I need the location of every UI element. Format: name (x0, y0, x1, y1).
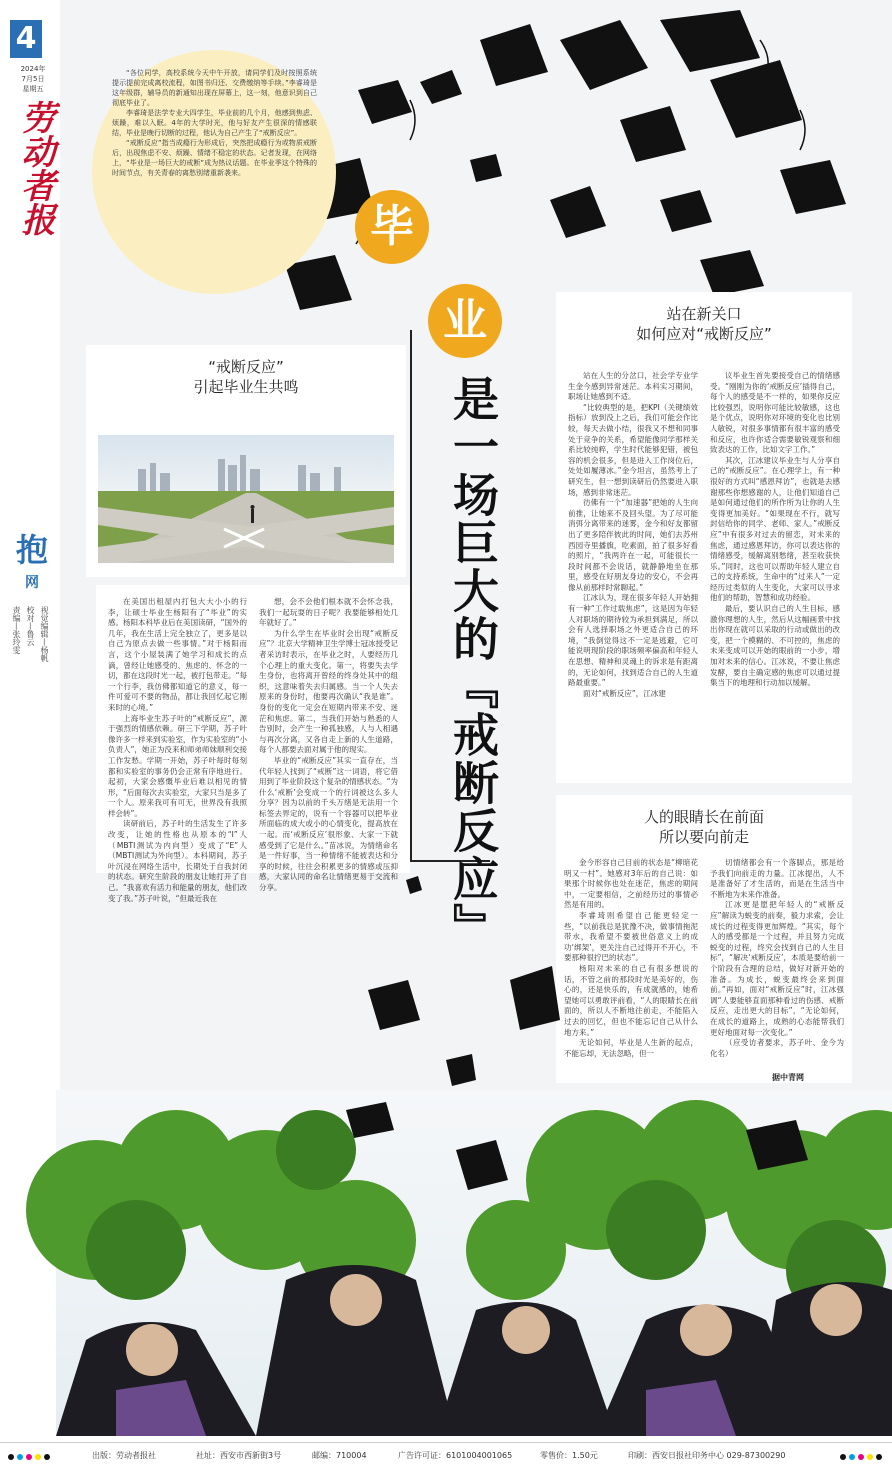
paper-name: 劳动者报 (15, 100, 55, 236)
headline-char-2: 业 (428, 284, 502, 358)
article-paragraph: 无论如何，毕业是人生新的起点，不能忘却，无法忽略，但一 (564, 1038, 698, 1058)
editor-chief: 责编—张玲雯 (12, 606, 21, 654)
intro-text (112, 68, 317, 178)
section1-header-box (86, 345, 406, 577)
article-paragraph: 彷佛有一个“加速器”把她的人生向前推，让她来不及回头望。为了尽可能消弭分离带来的迷雾，金今和好友都留出了更多陪伴彼此的时间，她们去苏州西园寺里播旗，吃素面，拍了很多好看的照片，“我两许在一起，可能很长一段时间都不会说话，就静静地坐在那里，感受在好朋友身边的安心，不会再像从前那样时常聊起。” (568, 498, 698, 592)
date-day: 7月5日 (21, 75, 45, 83)
section3-col1 (564, 858, 698, 1072)
section2-col2 (710, 371, 840, 775)
article-paragraph: 上海毕业生苏子叶的“戒断反应”，源于强烈的情感依赖。研三下学期，苏子叶像许多一样来到实验室，作为实验室的“小负责人”，她正为没来和师弟师妹顺利交接工作发愁。学期一开始，苏子叶每时每刻都和实验室的事务仍会正常有序地进行。起初，大家会感慨毕业后难以相见的情形，“后面每次去实验室，大家只当是多了一个人。原来我可有可无，世界没有我照样会转”。 (108, 713, 247, 818)
section2-body-box (556, 365, 852, 783)
section1-body-box (96, 585, 410, 903)
section2-heading (556, 304, 852, 344)
section1-col2 (259, 597, 398, 893)
article-paragraph: 毕业的“戒断反应”其实一直存在，当代年轻人找到了“戒断”这一词语，将它借用到了毕业阶段这个复杂的情感状态。“为什么‘戒断’会变成一个的行词被这么多人分享？因为以前的千头万绪是无法用一个标签去界定的，说有一个容器可以把毕业所面临的成大或小的心情变化，提高放在一起。而‘戒断反应’很形象、大家一下就感受到了它是什么。”苗冰说，为情绪命名是一件好事，当一种情绪不能被表达和分享的时候，往往会积累更多的情感或压抑感，大家认同的命名让情绪更易于交流和分享。 (259, 755, 398, 893)
section3-heading (556, 807, 852, 847)
color-registration-marks-right (840, 1454, 882, 1460)
intro-paragraph: 李睿琦是法学专业大四学生，毕业前的几个月，他感到焦虑、烦躁，难以入眠。4年的大学时光，他与好友产生很深的情感联结，毕业是晚行切断的过程，他认为自己产生了“戒断反应”。 (112, 109, 317, 137)
editor-visual: 视觉编辑—杨帆 (40, 606, 49, 662)
article-paragraph: 金今形容自己目前的状态是“柳暗花明又一村”。她感对3年后的自己说：如果那个时候你也处在迷茫，焦虑的期间中，一定要相信，之前经历过的事情必然是有用的。 (564, 858, 698, 910)
editor-proof: 校对—鲁云 (26, 606, 35, 646)
article-paragraph: 切情绪都会有一个落脚点，那是给予我们向前走的力量。江冰提出，人不是准备好了才生活的，而是在生活当中不断地为未来作准备。 (710, 858, 844, 899)
article-paragraph: 读研前后，苏子叶的生活发生了许多改变，让她的性格也从原本的“I”人（MBTI测试为内向型）变成了“E”人（MBTI测试为外向型）。本科期间，苏子叶沉浸在网络生活中，长期处于自我封闭的状态。研究生阶段的朋友让她打开了自己。“我喜欢有活力和能量的朋友，他们改变了我。”苏子叶说，“但最近我在 (108, 819, 247, 903)
headline-char-1: 毕 (355, 190, 429, 264)
page-number: 4 (10, 20, 42, 58)
section1-heading (86, 357, 406, 397)
article-paragraph: 其次，江冰建议毕业生与人分享自己的“戒断反应”。在心理学上，有一种很好的方式叫“感恩拜访”，也就是去感谢那些你想感谢的人，让他们知道自己是如何通过他们的所作所为让你的人生变得更加美好。“如果现在不行，就写封信给你的同学、老师、家人。”戒断反应”中有很多对过去的留恋，对未来的焦虑，通过感恩拜访，你可以表达你的情绪感受，缓解离别愁绪，甚至收获快乐。”同时，这也可以帮助年轻人建立自己的支持系统，生命中的“过来人”一定经历过类似的人生变化，大家可以寻求他们的帮助，智慧和成功经验。 (710, 455, 840, 603)
section3-heading-line1: 人的眼睛长在前面 (643, 808, 764, 826)
page-footer (0, 1442, 892, 1470)
intro-paragraph: “各位同学，高校系统今天中午开放，请同学们及时按照系统提示提前完成离校流程，如图书归还、交费缴纳等手续。”李睿琦是这年级群，辅导员的新通知出现在屏幕上，这一刻，他意识到自己彻底毕业了。 (112, 69, 317, 107)
section2-col1 (568, 371, 698, 775)
headline-vertical-title: 是一场巨大的『戒断反应』 (446, 375, 500, 951)
date-year: 2024年 (20, 65, 46, 73)
section2-columns (568, 371, 840, 775)
editor-credits (6, 606, 54, 706)
article-paragraph: 江冰更是愿把年轻人的“戒断反应”解读为蜕变的前奏，毅力求索，会让成长的过程变得更加辉煌。“其实，每个人的感受都是一个过程，并且努力完成蜕变的过程，终究会找到自己的人生目标”，“解决‘戒断反应’，本质是要给前一个阶段有合理的总结，做好对新开始的准备。为成长，蜕变最终会来到面前。”再如，面对“戒断反应”时，江冰强调“人要能够直面那种看过的伤感、戒断反应，走出更大的目标”，“无论如何，在成长的道路上，成熟的心态能帮我们更好地面对每一次变化。” (710, 900, 844, 1037)
section1-heading-line1: “戒断反应” (208, 358, 284, 376)
graduates-photo (56, 1090, 892, 1436)
footer-price: 零售价：1.50元 (540, 1451, 598, 1460)
section1-col1 (108, 597, 247, 903)
crossroads-illustration (98, 435, 394, 563)
column-sub: 网 (25, 575, 39, 591)
article-paragraph: “比较典型的是，把KPI（关键绩效指标）放到没上之后，我们可能会作比较，每天去做小结，很我又不想和同事处于竞争的关系，希望能像同学那样关系比较纯粹，学生时代能够犯错，被包容的机会很多，但是进入工作岗位后，处处如履薄冰。”金今坦言，虽然考上了研究生，但一想到读研后仍然要进入职场，感到非常迷茫。 (568, 402, 698, 497)
article-paragraph: 李睿琦则希望自己能更轻定一些，“以前我总是犹豫不决，做事情拖泥带水，我希望不要被世俗意义上的成功‘绑架’，更关注自己过得开不开心，不要那种很拧巴的状态”。 (564, 910, 698, 963)
article-paragraph: 杨阳对未来的自己有很多想说的话，不管之前的那段时光是美好的，伤心的，还是快乐的，有成就感的，她希望她可以勇敢评前看，“人的眼睛长在前面的，所以人不断地往前走，不能陷入过去的回忆，但也不能忘记自己从什么地方来。” (564, 963, 698, 1037)
mid-caps-illustration (360, 870, 560, 1100)
section3-columns (564, 858, 844, 1072)
section2-heading-line2: 如何应对“戒断反应” (636, 325, 772, 343)
article-paragraph: 想，会不会他们根本就不会怀念我，我们一起玩耍的日子呢？我要能够相处几年就好了。” (259, 597, 398, 628)
article-paragraph: 为什么学生在毕业时会出现“戒断反应”？北京大学精神卫生学博士冠冰授受记者采访时表示，在毕业之时，人要经历几个心理上的重大变化。第一，将要失去学生身份，也将离开曾经的终身处其中的组织，这意味着失去归属感。当一个人失去原来的身份时，他要再次确认“我是谁”。身份的变化一定会在短期内带来不安、迷茫和焦虑。第二，当我们开始与熟悉的人告别时，会产生一种孤独感，人与人相遇与再次分离，又各自走上新的人生道路，每个人都要去面对属于他的现实。 (259, 628, 398, 755)
section1-heading-line2: 引起毕业生共鸣 (193, 378, 299, 396)
graduates-photo-illustration (56, 1090, 892, 1436)
crossroads-image (98, 435, 394, 563)
footer-address: 社址：西安市西新街3号 (196, 1451, 282, 1460)
color-registration-marks (8, 1454, 50, 1460)
footer-postcode: 邮编：710004 (312, 1451, 367, 1460)
section1-columns (108, 597, 398, 903)
intro-paragraph: “戒断反应”指当成瘾行为形成后，突然把成瘾行为或物质戒断后，出现焦虑不安、烦躁、情绪不稳定的状态。记者发现，在网络上，“毕业是一场巨大的戒断”成为热议话题。在毕业季这个特殊的时间节点，有关青春的离愁别绪重新袭来。 (112, 139, 317, 177)
article-paragraph: 议毕业生首先要接受自己的情绪感受。“刚刚为你的‘戒断反应’插得自己，每个人的感受是不一样的，如果你反应比较强烈，说明你可能比较敏感，这也是个优点，说明你对环境的变化也比别人敏锐，对很多事情都有很丰富的感受和反应，也许你适合需要敏锐观察和细致表达的工作，比如文字工作。” (710, 371, 840, 455)
footer-publisher: 出版：劳动者报社 (92, 1451, 156, 1460)
section2-heading-line1: 站在新关口 (666, 305, 742, 323)
footer-printer: 印刷：西安日报社印务中心 029-87300290 (628, 1451, 786, 1460)
article-paragraph: 站在人生的分岔口，社会学专业学生金今感到异常迷茫。本科实习期间，职场让她感到不适。 (568, 371, 698, 402)
paper-logo (14, 100, 55, 246)
article-paragraph: 面对“戒断反应”，江冰建 (583, 688, 666, 698)
issue-date (18, 64, 48, 94)
section3-heading-line2: 所以要向前走 (658, 828, 749, 846)
article-paragraph: 江冰认为，现在很多年轻人开始拥有一种“工作过载焦虑”，这是因为年轻人对职场的期待较为承担到满足，所以会有人选择职场之外更适合自己的环境，“我倒觉得这不一定是逃避，它可能说明现阶段的职场频率偏高和年轻人在思想、精神和灵魂上的诉求是有距离的，无论如何，找到适合自己的人生道路最重要。” (568, 593, 698, 688)
footer-license: 广告许可证：6101004001065 (398, 1451, 513, 1460)
byline: 据中青网 (772, 1073, 804, 1082)
column-name: 抱 (16, 531, 49, 569)
article-paragraph: 最后，要认识自己的人生目标，感激你理想的人生，然后从这幅画景中找出你现在就可以采取的行动或做出的改变，把一个模糊的、不可控的，焦虑的未来变成可以开始的眼前的一小步，增加对未来的信心。江冰说，不要让焦虑发酵，要自主确定感的焦虑可以通过提集当下的地理和行动加以缓解。 (710, 604, 840, 688)
section3-col2 (710, 858, 844, 1072)
article-paragraph: （应受访者要求，苏子叶、金今为化名） (710, 1038, 844, 1058)
date-weekday: 星期五 (22, 85, 44, 93)
article-paragraph: 在美国出租屋内打包大大小小的行李，让硕士毕业生杨阳有了“毕业”的实感。杨阳本科毕业后在美国读研，“国外的几年，我在生活上完全独立了，更多是以自己为原点去做一些事情。”对于杨阳而言，这个小屋装满了她学习和成长的点滴，曾经让她感受的、焦虑的、怀念的一切，都在这段时光一起，被打包带走。“每一个行李，我仿佛都知道它的意义，每一件可爱可不要的物品，都让我回忆起它刚来时的心境。” (108, 597, 247, 712)
